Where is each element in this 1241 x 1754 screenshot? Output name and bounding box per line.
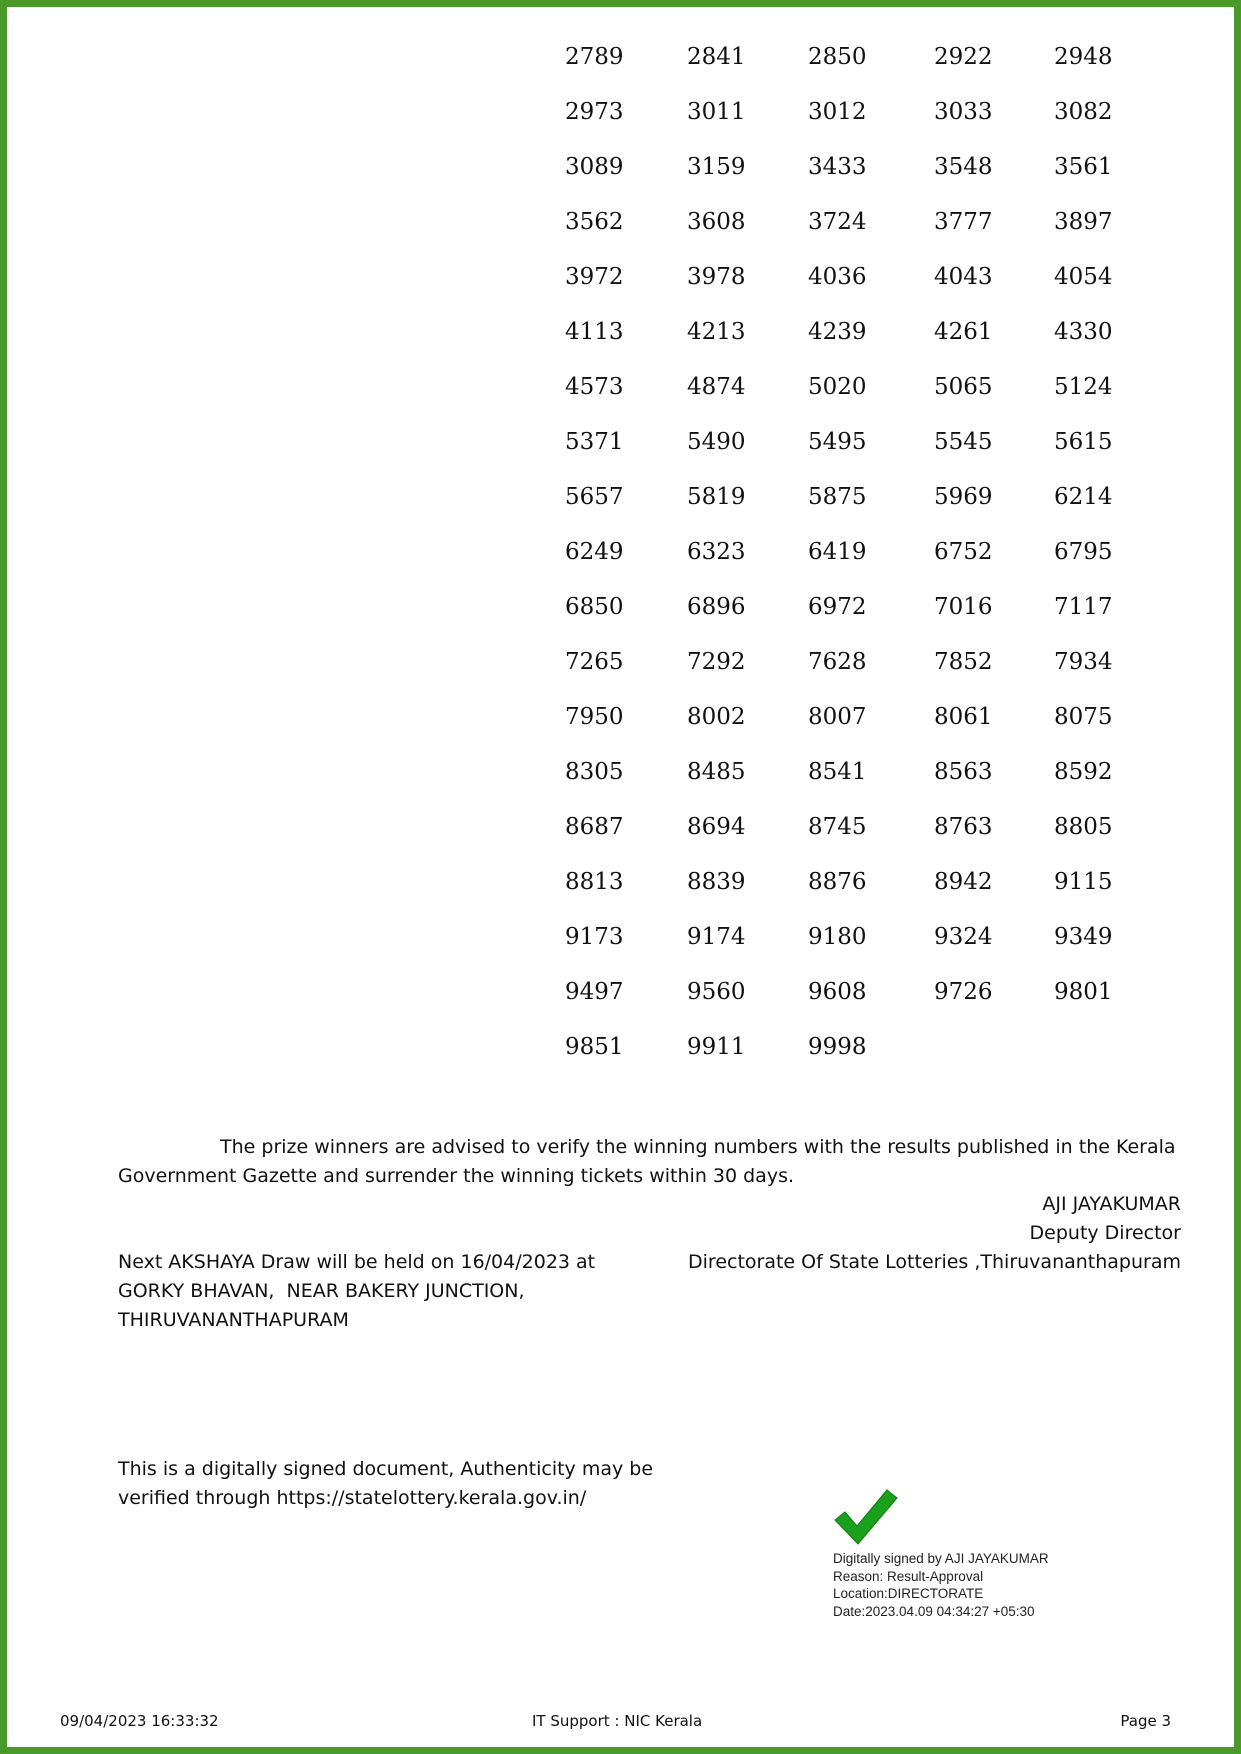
winning-number: 5490 xyxy=(687,429,746,455)
winning-number: 8687 xyxy=(565,814,624,840)
winning-number: 8563 xyxy=(934,759,993,785)
winning-number: 7292 xyxy=(687,649,746,675)
winning-number: 8805 xyxy=(1054,814,1113,840)
winning-number: 7016 xyxy=(934,594,993,620)
winning-number: 2789 xyxy=(565,44,624,70)
winning-number: 4036 xyxy=(808,264,867,290)
winning-number: 5371 xyxy=(565,429,624,455)
digital-signature-stamp xyxy=(833,1488,1133,1620)
winning-number: 9324 xyxy=(934,924,993,950)
winning-number: 8485 xyxy=(687,759,746,785)
winning-number: 8305 xyxy=(565,759,624,785)
next-draw-line-2: GORKY BHAVAN, NEAR BAKERY JUNCTION, xyxy=(118,1280,525,1302)
winning-number: 5065 xyxy=(934,374,993,400)
number-row xyxy=(565,924,1134,979)
footer-page-number: Page 3 xyxy=(1120,1712,1171,1730)
winning-number: 8061 xyxy=(934,704,993,730)
number-row xyxy=(565,264,1134,319)
winning-number: 2841 xyxy=(687,44,746,70)
digital-signature-note xyxy=(118,1455,718,1513)
number-row xyxy=(565,704,1134,759)
signature-line-2: Reason: Result-Approval xyxy=(833,1568,984,1584)
winning-number: 9608 xyxy=(808,979,867,1005)
winning-number: 4261 xyxy=(934,319,993,345)
advice-line-1 xyxy=(118,1133,1180,1162)
winning-number: 4043 xyxy=(934,264,993,290)
signatory-office: Directorate Of State Lotteries ,Thiruvananthapuram xyxy=(688,1251,1181,1273)
winning-number: 4239 xyxy=(808,319,867,345)
advice-line-1-text: The prize winners are advised to verify the winning numbers with the results published in the Kerala xyxy=(220,1136,1176,1158)
winning-number: 6323 xyxy=(687,539,746,565)
winning-number: 4113 xyxy=(565,319,624,345)
digital-note-line-1: This is a digitally signed document, Authenticity may be xyxy=(118,1458,654,1480)
signatory-designation: Deputy Director xyxy=(1029,1222,1181,1244)
winning-number: 8942 xyxy=(934,869,993,895)
winning-number: 3012 xyxy=(808,99,867,125)
winning-number: 8876 xyxy=(808,869,867,895)
winning-number: 3082 xyxy=(1054,99,1113,125)
winning-number: 3548 xyxy=(934,154,993,180)
winning-number: 7950 xyxy=(565,704,624,730)
winning-number: 9115 xyxy=(1054,869,1113,895)
winning-number: 9998 xyxy=(808,1034,867,1060)
winning-number: 5545 xyxy=(934,429,993,455)
winning-number: 5819 xyxy=(687,484,746,510)
number-row xyxy=(565,429,1134,484)
number-row xyxy=(565,44,1134,99)
checkmark-icon xyxy=(833,1488,899,1546)
winning-number: 5969 xyxy=(934,484,993,510)
winning-number: 8839 xyxy=(687,869,746,895)
number-row xyxy=(565,759,1134,814)
winning-number: 2948 xyxy=(1054,44,1113,70)
number-row xyxy=(565,1034,1134,1089)
winning-number: 9173 xyxy=(565,924,624,950)
number-row xyxy=(565,594,1134,649)
number-row xyxy=(565,649,1134,704)
winning-number: 3777 xyxy=(934,209,993,235)
winning-number: 6249 xyxy=(565,539,624,565)
next-draw-line-3: THIRUVANANTHAPURAM xyxy=(118,1309,349,1331)
winning-number: 5875 xyxy=(808,484,867,510)
winning-number: 3724 xyxy=(808,209,867,235)
advice-line-2: Government Gazette and surrender the winning tickets within 30 days. xyxy=(118,1165,795,1187)
digital-note-line-2: verified through https://statelottery.kerala.gov.in/ xyxy=(118,1487,587,1509)
winning-number: 9174 xyxy=(687,924,746,950)
winning-number: 5124 xyxy=(1054,374,1113,400)
winning-number: 8007 xyxy=(808,704,867,730)
winning-number: 8694 xyxy=(687,814,746,840)
winning-number: 8075 xyxy=(1054,704,1113,730)
number-row xyxy=(565,484,1134,539)
winning-number: 5020 xyxy=(808,374,867,400)
footer-support: IT Support : NIC Kerala xyxy=(532,1712,703,1730)
number-row xyxy=(565,99,1134,154)
winning-number: 6850 xyxy=(565,594,624,620)
winning-number: 8745 xyxy=(808,814,867,840)
winning-number: 2973 xyxy=(565,99,624,125)
winning-number: 6972 xyxy=(808,594,867,620)
winning-number: 8541 xyxy=(808,759,867,785)
number-row xyxy=(565,539,1134,594)
winning-number: 4573 xyxy=(565,374,624,400)
number-row xyxy=(565,869,1134,924)
winning-number: 8813 xyxy=(565,869,624,895)
page-footer xyxy=(0,1712,1241,1736)
signature-line-1: Digitally signed by AJI JAYAKUMAR xyxy=(833,1551,1049,1566)
winning-number: 6214 xyxy=(1054,484,1113,510)
winning-number: 7628 xyxy=(808,649,867,675)
winning-number: 6752 xyxy=(934,539,993,565)
winning-number: 6419 xyxy=(808,539,867,565)
winning-number: 9726 xyxy=(934,979,993,1005)
signatory-name: AJI JAYAKUMAR xyxy=(1042,1193,1181,1215)
winning-number: 3972 xyxy=(565,264,624,290)
winning-number: 9180 xyxy=(808,924,867,950)
winning-number: 3608 xyxy=(687,209,746,235)
winning-number: 7934 xyxy=(1054,649,1113,675)
winning-number: 6795 xyxy=(1054,539,1113,565)
winning-number: 2922 xyxy=(934,44,993,70)
winning-number: 7117 xyxy=(1054,594,1113,620)
winning-numbers-table xyxy=(565,44,1134,1089)
winning-number: 3562 xyxy=(565,209,624,235)
winning-number: 4213 xyxy=(687,319,746,345)
winners-advice xyxy=(118,1133,1180,1191)
number-row xyxy=(565,814,1134,869)
winning-number: 9851 xyxy=(565,1034,624,1060)
winning-number: 6896 xyxy=(687,594,746,620)
winning-number: 9560 xyxy=(687,979,746,1005)
winning-number: 2850 xyxy=(808,44,867,70)
winning-number: 3978 xyxy=(687,264,746,290)
signature-line-4: Date:2023.04.09 04:34:27 +05:30 xyxy=(833,1603,1035,1619)
winning-number: 7265 xyxy=(565,649,624,675)
winning-number: 7852 xyxy=(934,649,993,675)
number-row xyxy=(565,979,1134,1034)
winning-number: 9911 xyxy=(687,1034,746,1060)
number-row xyxy=(565,209,1134,264)
winning-number: 8002 xyxy=(687,704,746,730)
winning-number: 3159 xyxy=(687,154,746,180)
winning-number: 8592 xyxy=(1054,759,1113,785)
winning-number: 8763 xyxy=(934,814,993,840)
signatory-block xyxy=(688,1190,1181,1277)
number-row xyxy=(565,154,1134,209)
winning-number: 9801 xyxy=(1054,979,1113,1005)
winning-number: 9497 xyxy=(565,979,624,1005)
winning-number: 5657 xyxy=(565,484,624,510)
winning-number: 9349 xyxy=(1054,924,1113,950)
winning-number: 3089 xyxy=(565,154,624,180)
winning-number: 3011 xyxy=(687,99,746,125)
signature-line-3: Location:DIRECTORATE xyxy=(833,1586,984,1601)
next-draw-notice xyxy=(118,1248,638,1335)
winning-number: 5495 xyxy=(808,429,867,455)
winning-number: 4330 xyxy=(1054,319,1113,345)
number-row xyxy=(565,319,1134,374)
winning-number: 4874 xyxy=(687,374,746,400)
winning-number: 3897 xyxy=(1054,209,1113,235)
footer-timestamp: 09/04/2023 16:33:32 xyxy=(60,1712,219,1730)
number-row xyxy=(565,374,1134,429)
winning-number: 3561 xyxy=(1054,154,1113,180)
winning-number: 4054 xyxy=(1054,264,1113,290)
next-draw-line-1: Next AKSHAYA Draw will be held on 16/04/2023 at xyxy=(118,1251,596,1273)
winning-number: 5615 xyxy=(1054,429,1113,455)
winning-number: 3433 xyxy=(808,154,867,180)
winning-number: 3033 xyxy=(934,99,993,125)
